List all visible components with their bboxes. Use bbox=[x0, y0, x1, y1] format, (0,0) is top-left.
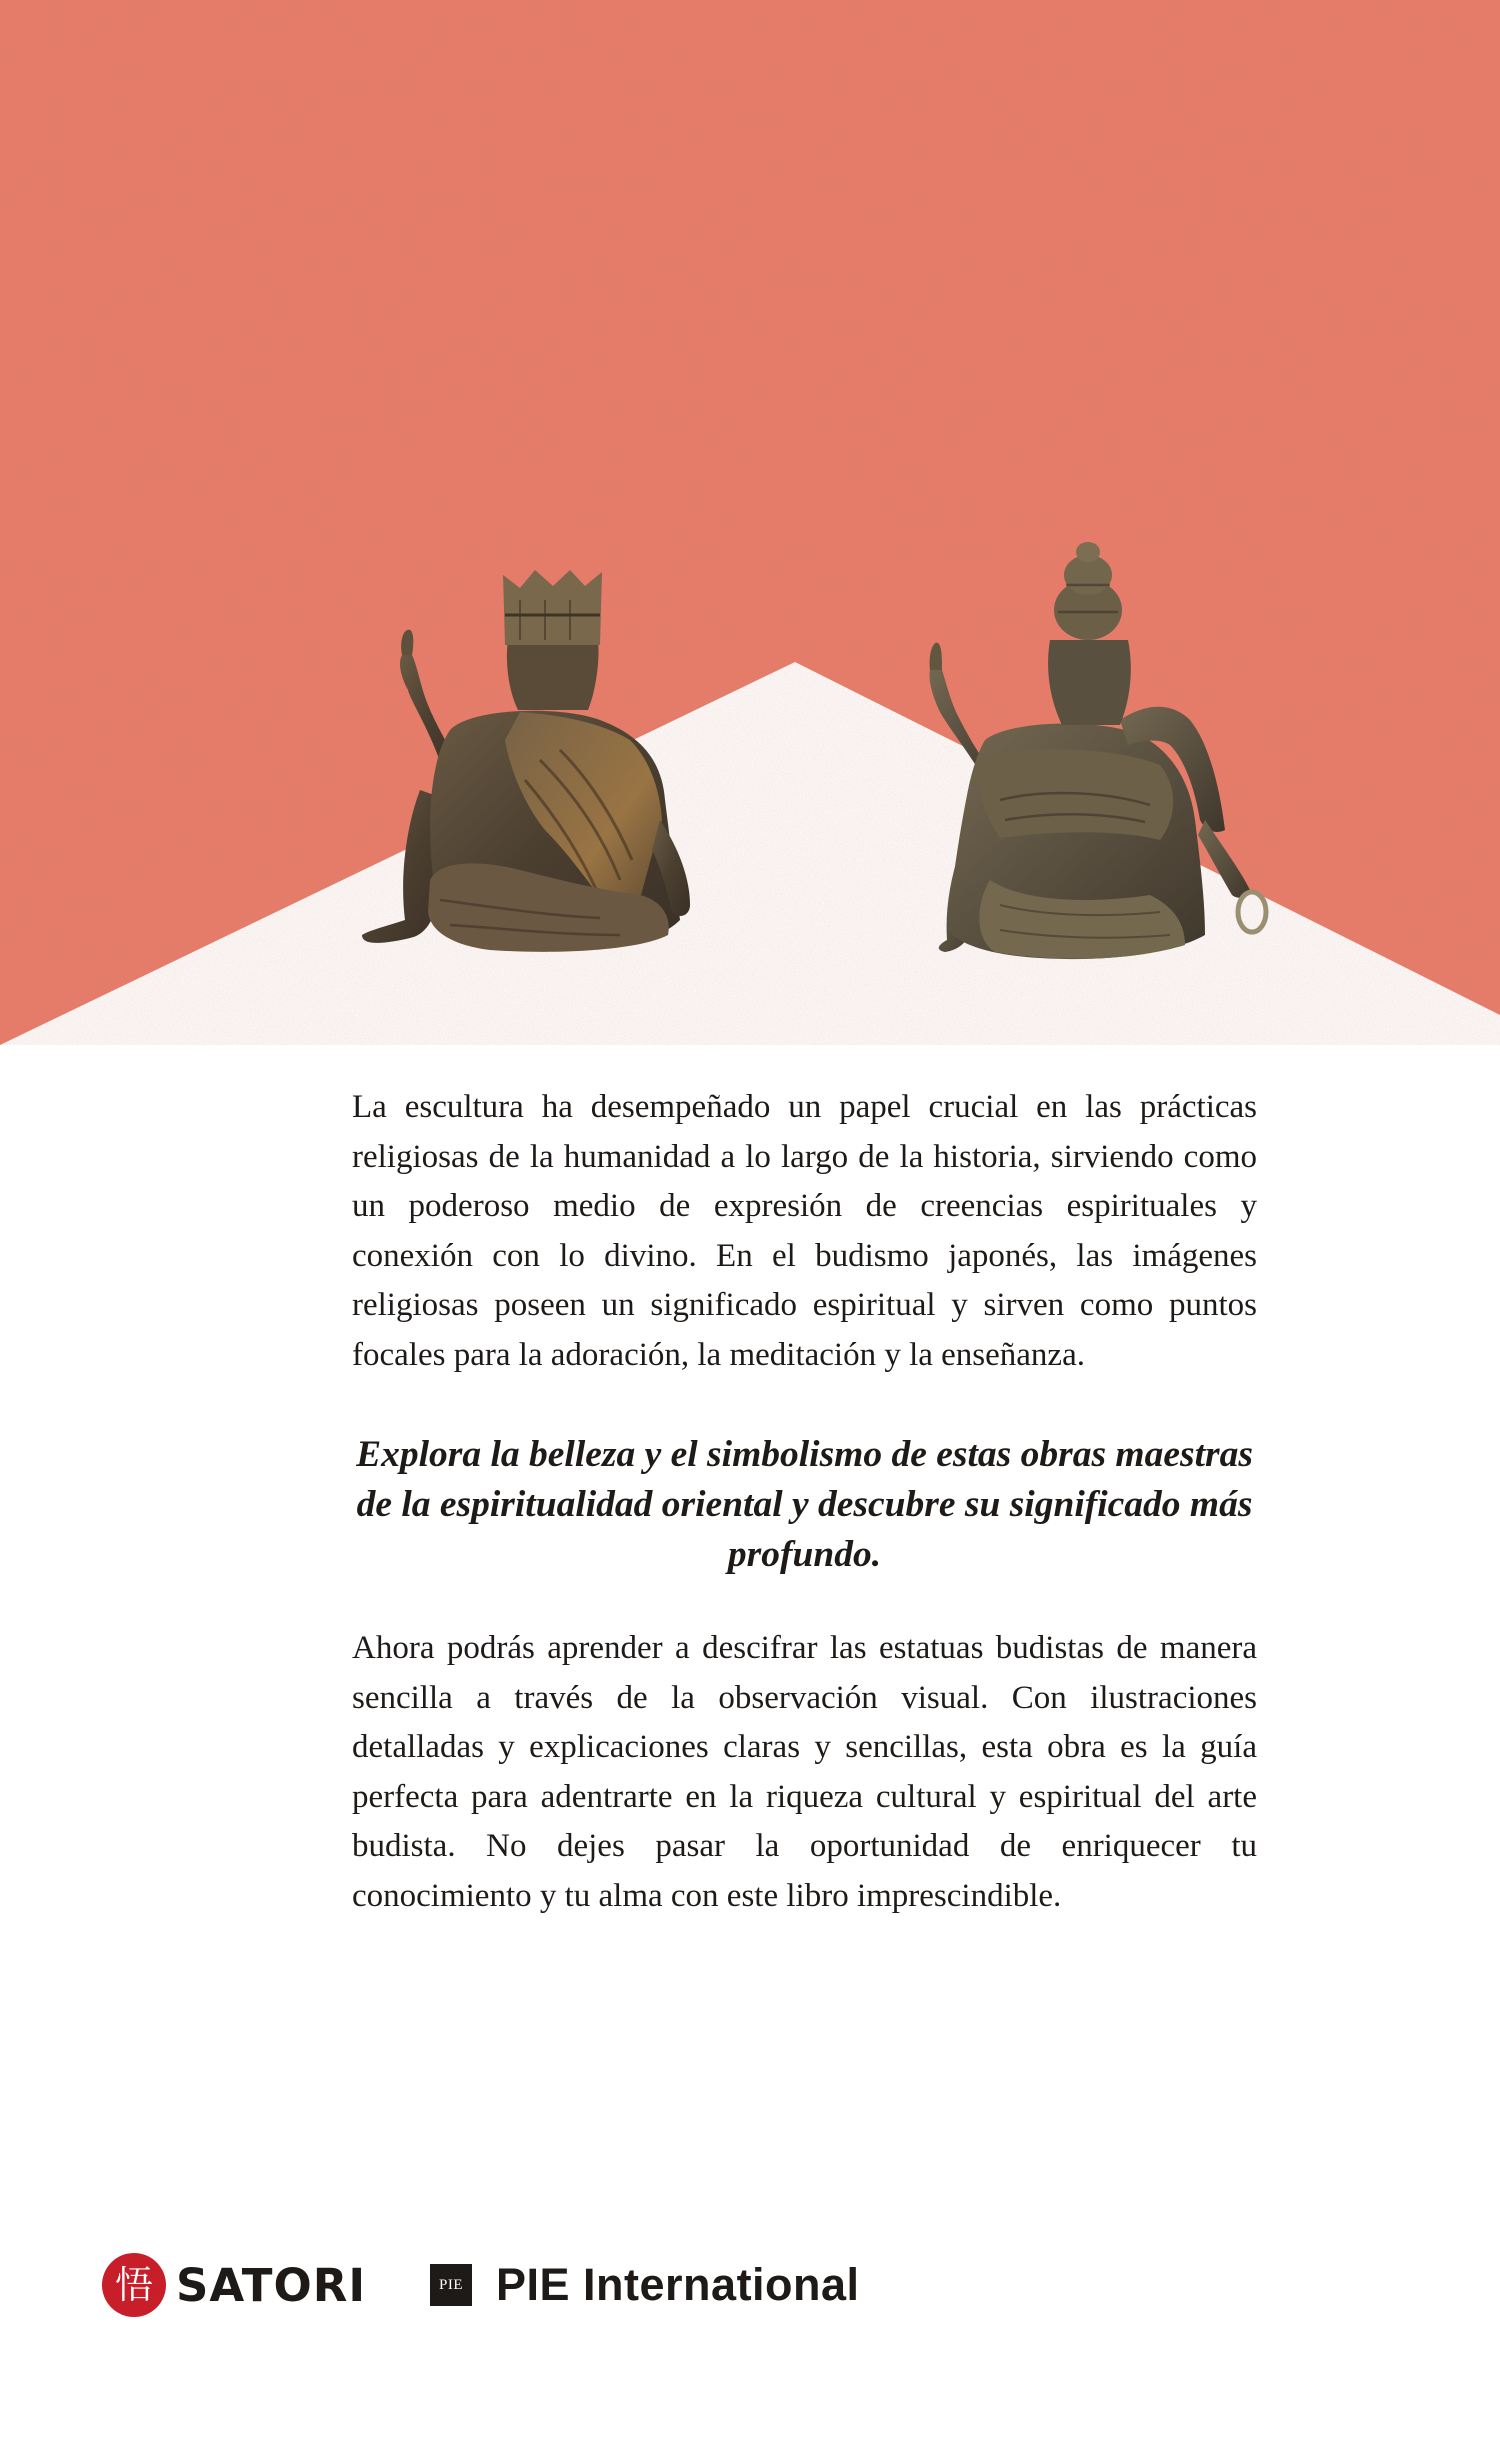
cover-illustration bbox=[0, 0, 1500, 1060]
satori-name: SATORI bbox=[176, 2258, 367, 2312]
pie-international-logo bbox=[430, 2240, 860, 2330]
description-paragraph: Ahora podrás aprender a descifrar las estatuas budistas de manera sencilla a través de la observación visual. Con ilustraciones detalladas y explicaciones claras y sencillas, esta obra es la guía perfecta para adentrarte en la riqueza cultural y espiritual del arte budista. No dejes pasar la oportunidad de enriquecer tu conocimiento y tu alma con este libro imprescindible. bbox=[352, 1630, 1257, 1914]
pie-badge: PIE bbox=[430, 2264, 472, 2306]
pie-name: PIE International bbox=[496, 2259, 860, 2310]
satori-seal-glyph: 悟 bbox=[114, 2263, 154, 2307]
publisher-logos bbox=[100, 2240, 900, 2330]
satori-seal-icon bbox=[100, 2251, 168, 2319]
highlight-quote: Explora la belleza y el simbolismo de estas obras maestras de la espiritualidad oriental y descubre su significado más profundo. bbox=[356, 1434, 1253, 1575]
intro-paragraph: La escultura ha desempeñado un papel crucial en las prácticas religiosas de la humanidad a lo largo de la historia, sirviendo como un poderoso medio de expresión de creencias espirituales y conexión con lo divino. En el budismo japonés, las imágenes religiosas poseen un significado espiritual y sirven como puntos focales para la adoración, la meditación y la enseñanza. bbox=[352, 1089, 1257, 1373]
satori-logo bbox=[100, 2240, 366, 2330]
